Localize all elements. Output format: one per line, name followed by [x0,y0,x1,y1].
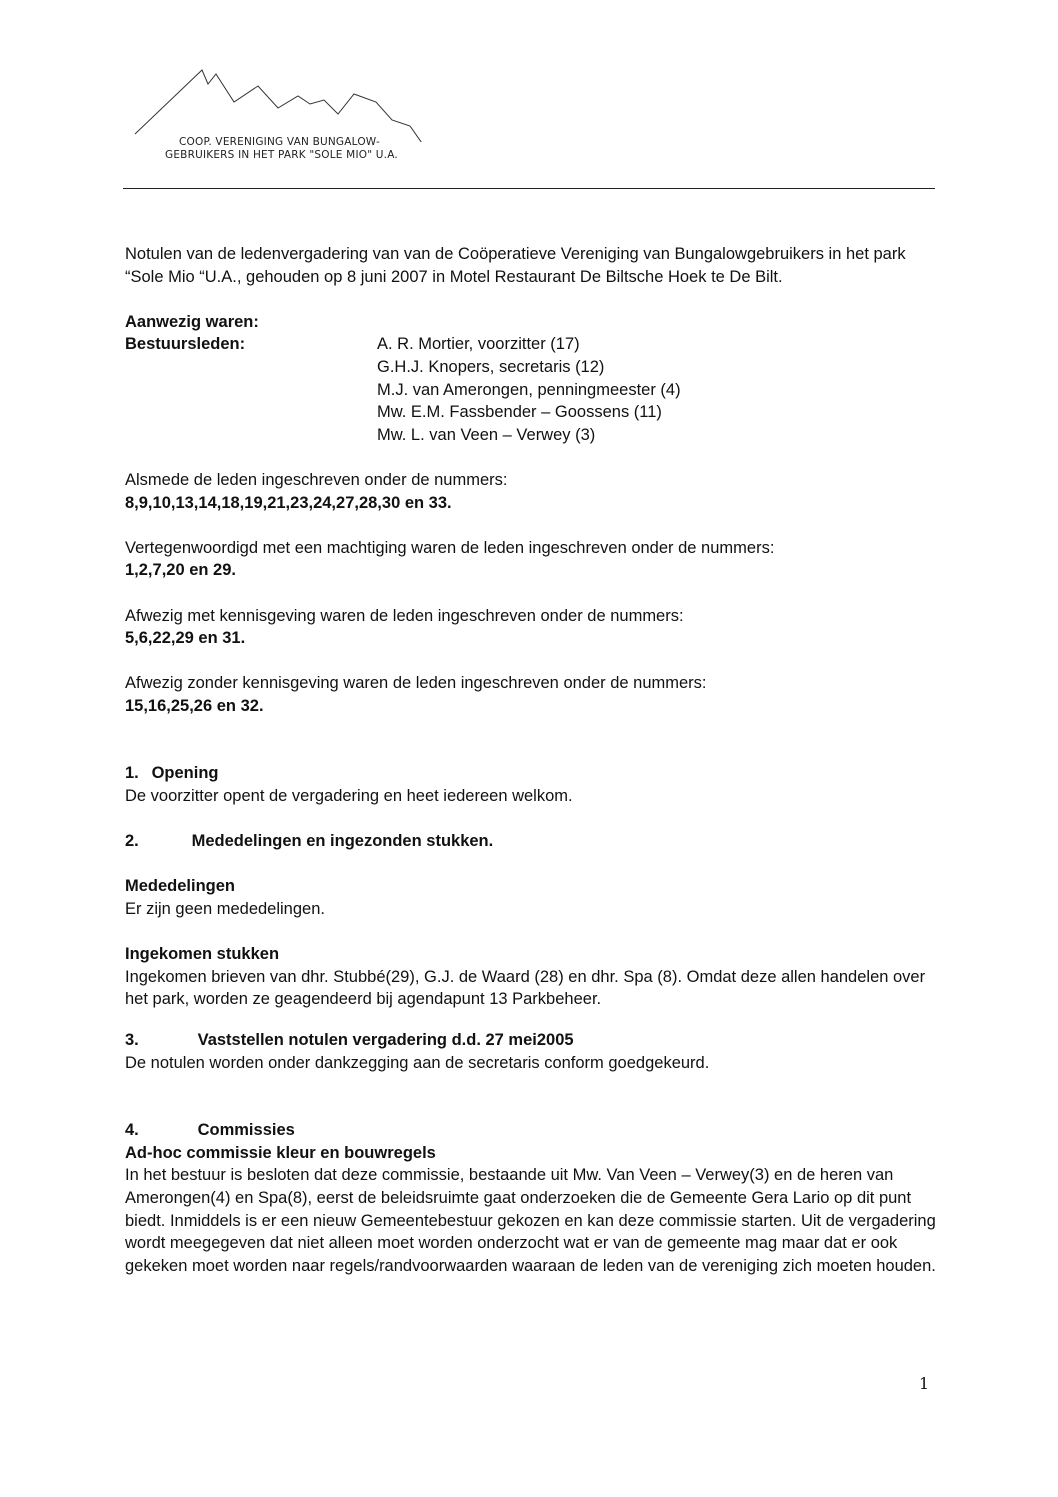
section-1-heading [125,762,940,785]
section-4-title: Commissies [197,1121,295,1140]
board-member: M.J. van Amerongen, penningmeester (4) [377,380,681,399]
excused-text: Afwezig met kennisgeving waren de leden ingeschreven onder de nummers: [125,606,684,625]
attendance-heading: Aanwezig waren: [125,312,259,331]
section-3-body: De notulen worden onder dankzegging aan de secretaris conform goedgekeurd. [125,1053,710,1072]
section-2-heading [125,830,940,853]
section-1-title: Opening [151,764,219,783]
logo-line-2: GEBRUIKERS IN HET PARK "SOLE MIO" U.A. [165,149,398,161]
section-3-number: 3. [125,1031,139,1049]
section-4-heading [125,1119,940,1142]
section-2-number: 2. [125,832,139,851]
board-member: A. R. Mortier, voorzitter (17) [377,335,580,354]
logo-line-1: COOP. VERENIGING VAN BUNGALOW- [179,136,380,148]
board-members-label: Bestuursleden: [125,335,246,354]
mountain-outline-icon [130,62,430,142]
section-4-number: 4. [125,1121,139,1140]
announcements-body: Er zijn geen mededelingen. [125,900,325,919]
intro-paragraph: Notulen van de ledenvergadering van van de Coöperatieve Vereniging van Bungalowgebruikers in het park “Sole Mio “U.A., gehouden op 8 juni 2007 in Motel Restaurant De Biltsche Hoek te De Bilt. [125,245,906,286]
incoming-documents-body: Ingekomen brieven van dhr. Stubbé(29), G.J. de Waard (28) en dhr. Spa (8). Omdat deze allen handelen over het park, worden ze geagendeerd bij agendapunt 13 Parkbeheer. [125,967,926,1009]
proxy-numbers: 1,2,7,20 en 29. [125,561,236,580]
organization-logo [130,62,430,167]
present-numbers: 8,9,10,13,14,18,19,21,23,24,27,28,30 en 33. [125,493,452,512]
section-1-body: De voorzitter opent de vergadering en heet iedereen welkom. [125,787,573,806]
header-divider [123,188,935,189]
announcements-heading: Mededelingen [125,877,236,896]
absent-text: Afwezig zonder kennisgeving waren de leden ingeschreven onder de nummers: [125,674,707,693]
section-2-title: Mededelingen en ingezonden stukken. [191,832,494,851]
board-members-list [377,333,681,446]
board-member: Mw. E.M. Fassbender – Goossens (11) [377,403,662,422]
section-3-heading [125,1029,940,1052]
page-number: 1 [919,1374,930,1393]
committee-heading: Ad-hoc commissie kleur en bouwregels [125,1143,436,1162]
section-1-number: 1. [125,764,139,783]
section-3-title: Vaststellen notulen vergadering d.d. 27 mei2005 [197,1031,574,1049]
board-members-block [125,333,940,446]
excused-numbers: 5,6,22,29 en 31. [125,629,246,648]
logo-text [165,136,435,162]
board-member: Mw. L. van Veen – Verwey (3) [377,425,596,444]
present-text: Alsmede de leden ingeschreven onder de nummers: [125,470,508,489]
section-4-body: In het bestuur is besloten dat deze commissie, bestaande uit Mw. Van Veen – Verwey(3) en de heren van Amerongen(4) en Spa(8), eerst de beleidsruimte gaat onderzoeken die de Gemeente Gera Lario op dit punt biedt. Inmiddels is er een nieuw Gemeentebestuur gekozen en kan deze commissie starten. Uit de vergadering wordt meegegeven dat niet alleen moet worden onderzocht wat er van de gemeente mag maar dat er ook gekeken moet worden naar regels/randvoorwaarden waaraan de leden van de vereniging zich moeten houden. [125,1166,936,1275]
incoming-documents-heading: Ingekomen stukken [125,945,280,964]
board-member: G.H.J. Knopers, secretaris (12) [377,357,605,376]
document-body [125,243,940,1277]
proxy-text: Vertegenwoordigd met een machtiging waren de leden ingeschreven onder de nummers: [125,538,775,557]
absent-numbers: 15,16,25,26 en 32. [125,696,264,715]
